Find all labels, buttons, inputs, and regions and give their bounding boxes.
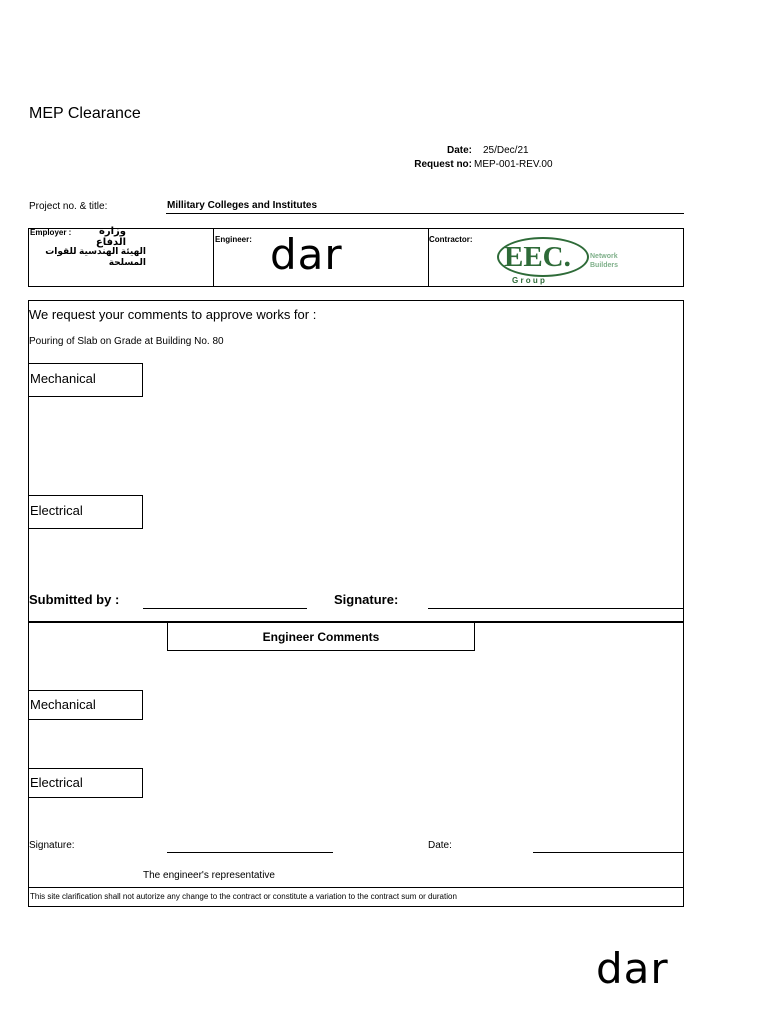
submitted-by-label: Submitted by : — [29, 592, 120, 607]
comments-signature-line[interactable] — [167, 852, 333, 853]
comments-section — [28, 621, 684, 907]
request-signature-line[interactable] — [428, 608, 684, 609]
works-description: Pouring of Slab on Grade at Building No. 80 — [29, 336, 224, 347]
engineer-label: Engineer: — [215, 235, 252, 244]
date-label: Date: — [446, 145, 472, 156]
disclaimer-divider — [28, 887, 684, 888]
comments-signature-label: Signature: — [29, 840, 75, 851]
employer-arabic-1: وزارة الدفاع — [95, 226, 126, 248]
disclaimer-text: This site clarification shall not autorize any change to the contract or constitute a variation to the contract sum or duration — [30, 892, 457, 901]
comments-mechanical-tag: Mechanical — [28, 690, 143, 720]
engineer-dar-logo: dar — [270, 230, 343, 279]
request-section — [28, 300, 684, 623]
project-underline — [166, 213, 684, 214]
request-signature-label: Signature: — [334, 592, 399, 607]
request-value: MEP-001-REV.00 — [474, 159, 553, 170]
page-title: MEP Clearance — [29, 105, 141, 122]
parties-divider-1 — [213, 228, 214, 287]
employer-arabic-2: الهيئة الهندسية للقوات المسلحة — [45, 246, 146, 267]
footer-dar-logo: dar — [596, 944, 669, 993]
date-value: 25/Dec/21 — [483, 145, 529, 156]
engineer-comments-header: Engineer Comments — [167, 622, 475, 651]
request-label: Request no: — [414, 159, 472, 170]
engineer-representative: The engineer's representative — [143, 870, 275, 881]
comments-date-label: Date: — [428, 840, 452, 851]
project-title: Millitary Colleges and Institutes — [167, 200, 318, 211]
eec-group-text: G r o u p — [512, 276, 545, 285]
comments-date-line[interactable] — [533, 852, 684, 853]
request-electrical-tag: Electrical — [28, 495, 143, 529]
project-label: Project no. & title: — [29, 201, 108, 212]
eec-logo-text: EEC. — [504, 241, 571, 273]
eec-tagline-1: Network — [590, 253, 618, 260]
request-intro: We request your comments to approve works for : — [29, 307, 317, 322]
contractor-label: Contractor: — [429, 235, 473, 244]
eec-tagline-2: Builders — [590, 262, 619, 269]
comments-electrical-tag: Electrical — [28, 768, 143, 798]
employer-label: Employer : — [30, 228, 72, 237]
request-mechanical-tag: Mechanical — [28, 363, 143, 397]
submitted-by-line[interactable] — [143, 608, 307, 609]
